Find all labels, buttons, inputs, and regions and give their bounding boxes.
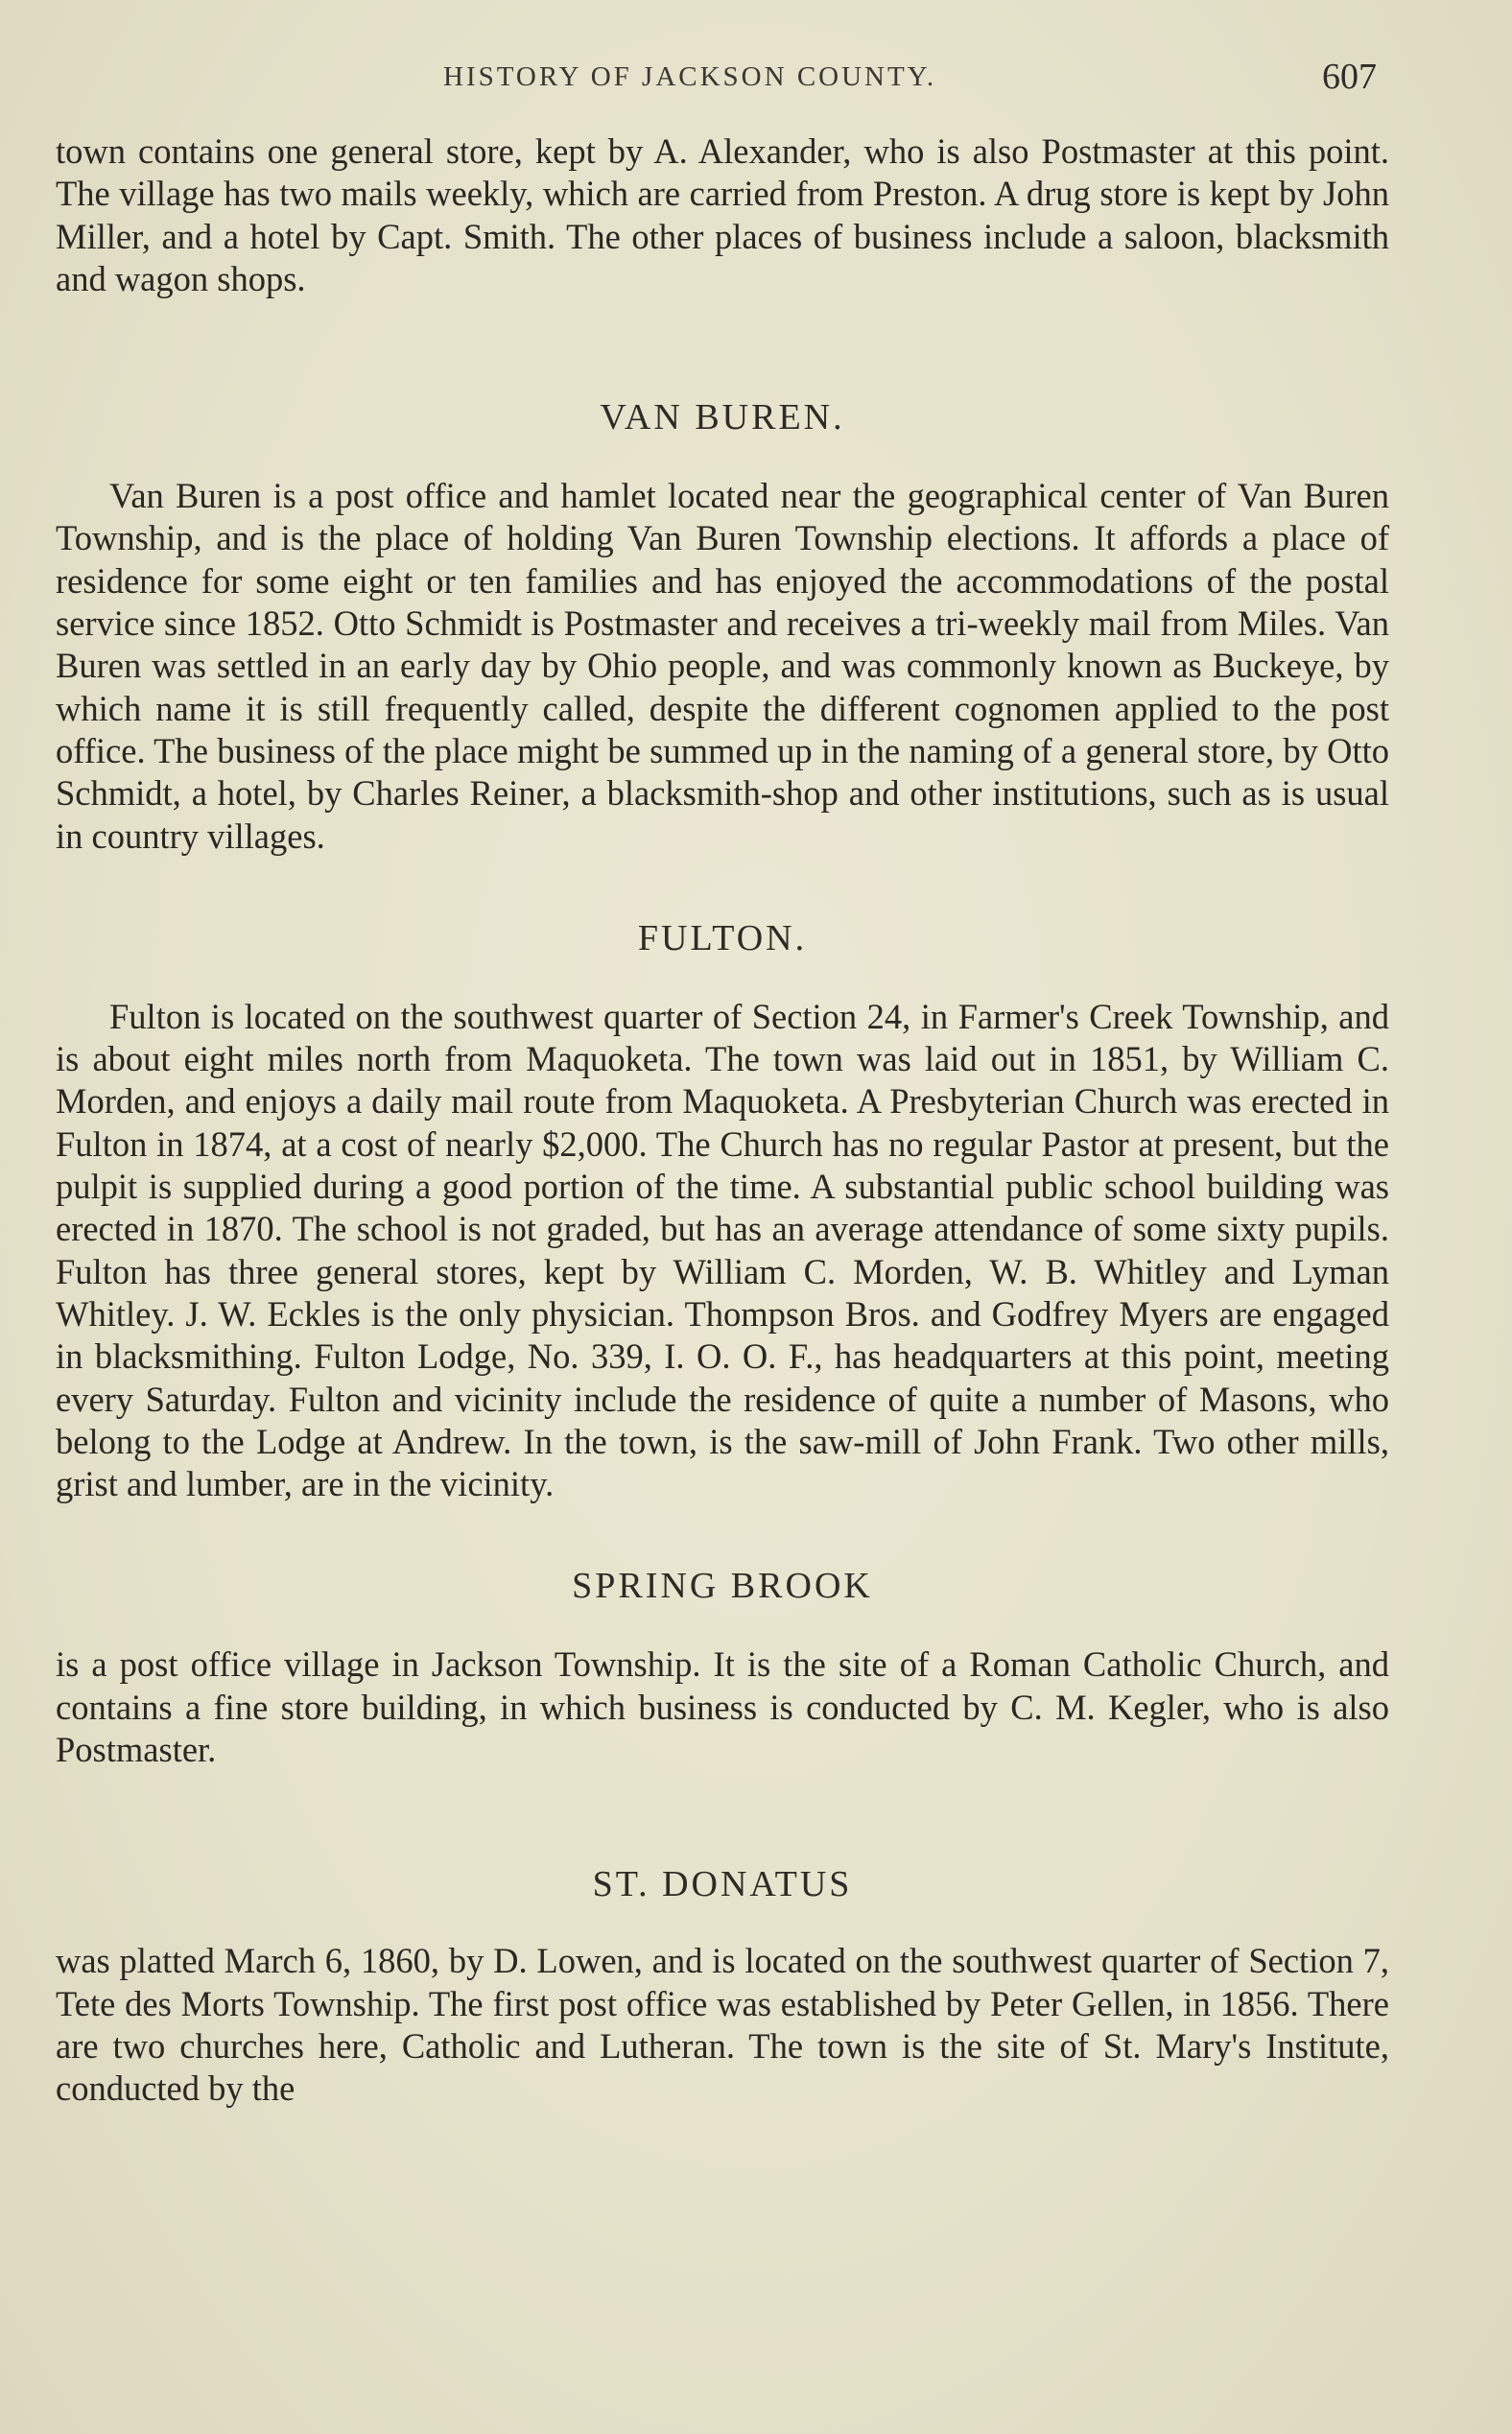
fulton-paragraph: Fulton is located on the southwest quarter of Section 24, in Farmer's Creek Township, and is about eight miles north from Maquoketa. The town was laid out in 1851, by William C. Morden, and enjoys a daily mail route from Maquoketa. A Presbyterian Church was erected in Fulton in 1874, at a cost of nearly $2,000. The Church has no regular Pastor at present, but the pulpit is supplied during a good portion of the time. A substantial public school building was erected in 1870. The school is not graded, but has an average attendance of some sixty pupils. Fulton has three general stores, kept by William C. Morden, W. B. Whitley and Lyman Whitley. J. W. Eckles is the only physician. Thompson Bros. and Godfrey Myers are engaged in blacksmithing. Fulton Lodge, No. 339, I. O. O. F., has headquarters at this point, meeting every Saturday. Fulton and vicinity include the residence of quite a number of Masons, who belong to the Lodge at Andrew. In the town, is the saw-mill of John Frank. Two other mills, grist and lumber, are in the vicinity.	[56, 996, 1389, 1504]
section-heading-fulton: FULTON.	[637, 917, 808, 958]
intro-paragraph: town contains one general store, kept by A. Alexander, who is also Postmaster at this point. The village has two mails weekly, which are carried from Preston. A drug store is kept by John Miller, and a hotel by Capt. Smith. The other places of business include a saloon, blacksmith and wagon shops.	[56, 131, 1389, 298]
section-heading-st-donatus: ST. DONATUS	[592, 1864, 853, 1905]
text-column	[56, 130, 1389, 2111]
st-donatus-paragraph: was platted March 6, 1860, by D. Lowen, and is located on the southwest quarter of Section 7, Tete des Morts Township. The first post office was established by Peter Gellen, in 1856. There are two churches here, Catholic and Lutheran. The town is the site of St. Mary's Institute, conducted by the	[56, 1941, 1389, 2109]
page-number: 607	[1322, 57, 1377, 97]
section-heading-spring-brook: SPRING BROOK	[572, 1566, 873, 1607]
running-title: HISTORY OF JACKSON COUNTY.	[443, 61, 937, 92]
spring-brook-paragraph: is a post office village in Jackson Township. It is the site of a Roman Catholic Church, and contains a fine store building, in which business is conducted by C. M. Kegler, who is also Postmaster.	[56, 1644, 1389, 1770]
van-buren-paragraph: Van Buren is a post office and hamlet located near the geographical center of Van Buren Township, and is the place of holding Van Buren Township elections. It affords a place of residence for some eight or ten families and has enjoyed the accommodations of the postal service since 1852. Otto Schmidt is Postmaster and receives a tri-weekly mail from Miles. Van Buren was settled in an early day by Ohio people, and was commonly known as Buckeye, by which name it is still frequently called, despite the different cognomen applied to the post office. The business of the place might be summed up in the naming of a general store, by Otto Schmidt, a hotel, by Charles Reiner, a blacksmith-shop and other institutions, such as is usual in country villages.	[56, 476, 1389, 856]
running-header	[0, 50, 1512, 107]
section-heading-van-buren: VAN BUREN.	[600, 397, 845, 438]
